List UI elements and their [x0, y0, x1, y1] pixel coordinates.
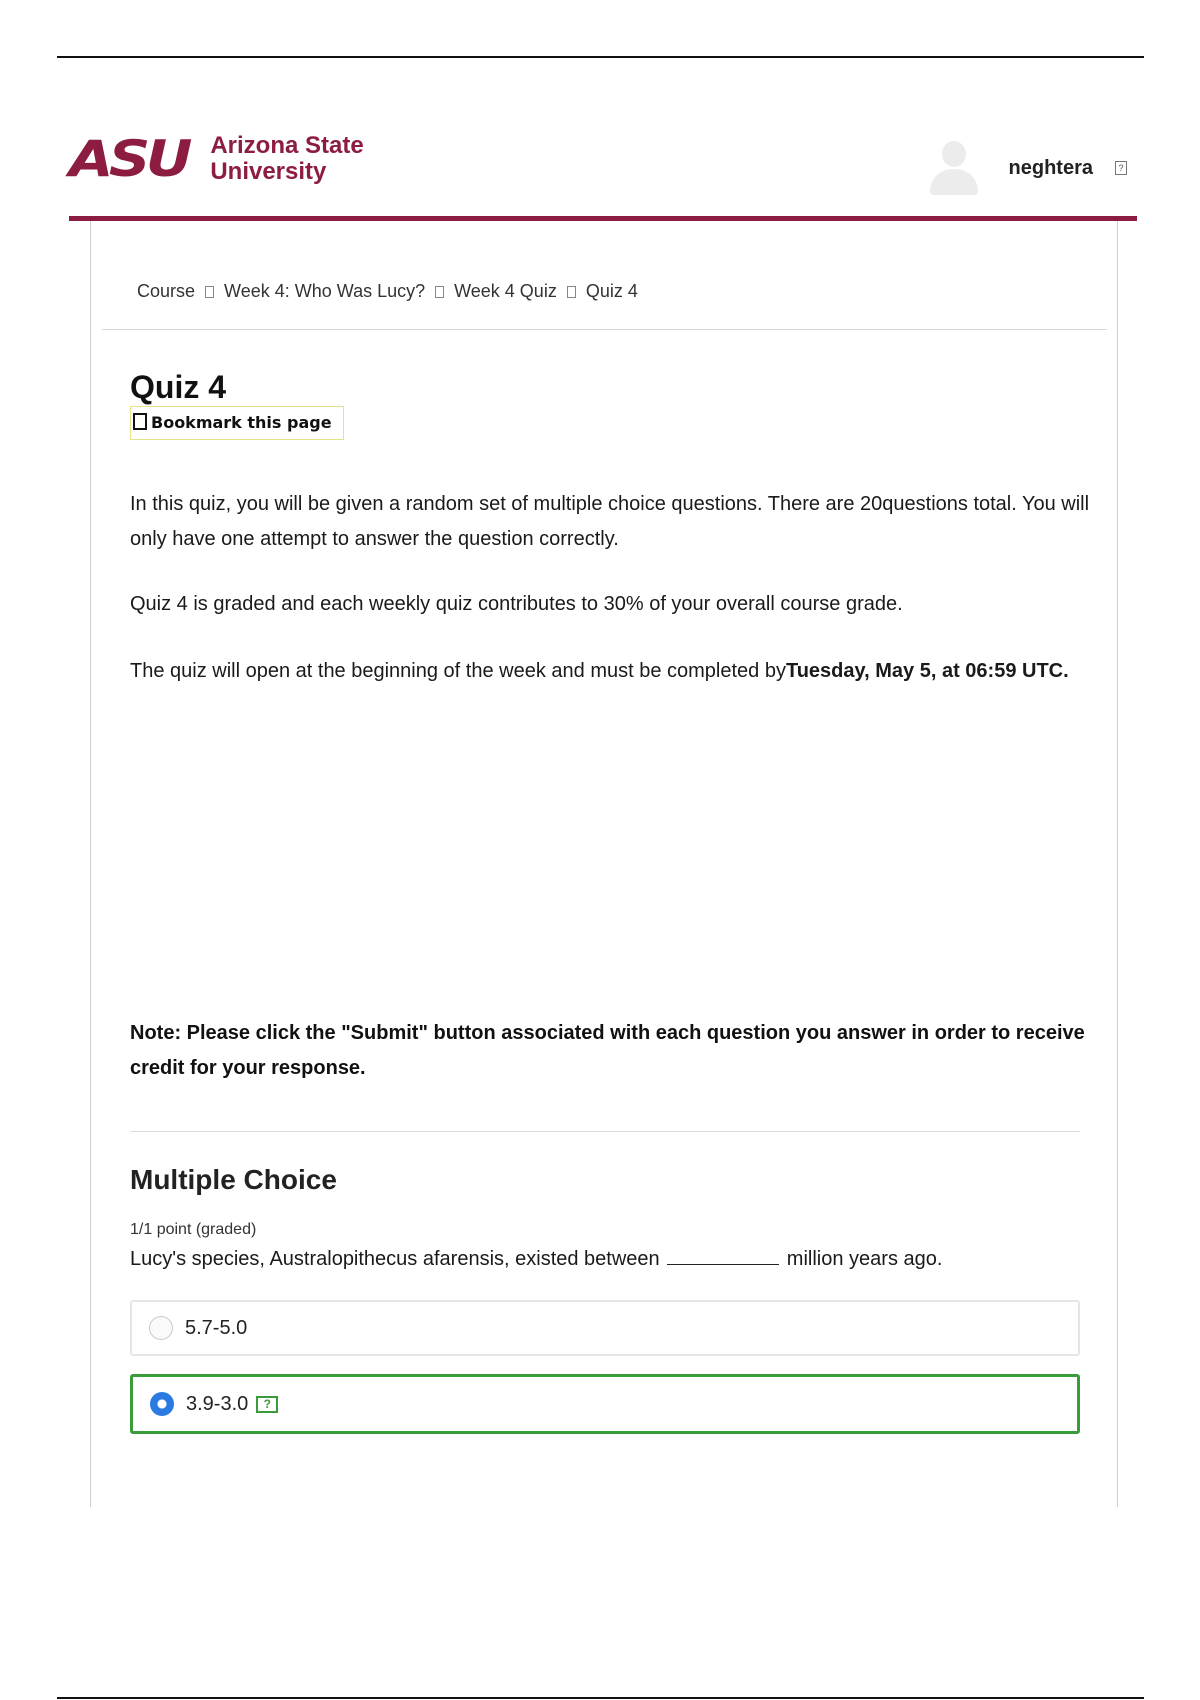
choice-label: 5.7-5.0: [185, 1316, 248, 1339]
choice-option-1[interactable]: [130, 1300, 1080, 1356]
dropdown-icon[interactable]: ?: [1115, 161, 1127, 175]
breadcrumb-week[interactable]: Week 4: Who Was Lucy?: [224, 281, 426, 301]
breadcrumb-week-quiz[interactable]: Week 4 Quiz: [454, 281, 557, 301]
radio-unselected[interactable]: [149, 1316, 173, 1340]
breadcrumb-divider: [102, 329, 1107, 330]
avatar[interactable]: [927, 139, 981, 197]
page-bottom-rule: [57, 1697, 1144, 1699]
question-blank: [667, 1247, 779, 1265]
breadcrumb-current: Quiz 4: [585, 281, 638, 301]
bookmark-icon: [133, 413, 147, 430]
logo-wordmark: [210, 133, 363, 185]
choice-option-2[interactable]: [130, 1374, 1080, 1434]
page-title: Quiz 4: [130, 369, 227, 405]
radio-selected[interactable]: [150, 1392, 174, 1416]
user-menu[interactable]: [927, 139, 1127, 197]
quiz-intro: In this quiz, you will be given a random set of multiple choice questions. There are 20questions total. You will only have one attempt to answer the question correctly.: [130, 493, 1090, 550]
question-before: Lucy's species, Australopithecus afarensis, existed between: [130, 1248, 660, 1270]
page-top-rule: [57, 56, 1144, 58]
breadcrumb: [137, 281, 638, 302]
logo-mark-as: AS: [69, 130, 146, 188]
due-date: Tuesday, May 5, at 06:59 UTC.: [785, 660, 1069, 682]
breadcrumb-separator-icon: [435, 286, 444, 298]
avatar-head: [942, 141, 966, 167]
correct-icon: ?: [256, 1396, 278, 1413]
bookmark-button[interactable]: [130, 406, 344, 440]
asu-logo-mark: [69, 130, 188, 188]
course-content-panel: [90, 221, 1118, 1507]
due-date-info: [130, 654, 1090, 689]
breadcrumb-course[interactable]: Course: [137, 281, 196, 301]
site-header: [69, 125, 1137, 220]
avatar-body: [930, 169, 978, 195]
breadcrumb-separator-icon: [567, 286, 576, 298]
problem-divider: [130, 1131, 1080, 1132]
username[interactable]: neghtera: [1008, 156, 1093, 179]
choice-label: 3.9-3.0: [186, 1392, 249, 1415]
logo-line-2: University: [210, 158, 327, 185]
due-prefix: The quiz will open at the beginning of the week and must be completed by: [130, 660, 786, 682]
problem-heading: Multiple Choice: [130, 1164, 337, 1195]
submit-note: Note: Please click the "Submit" button associated with each question you answer in order to receive credit for your response.: [130, 1022, 1085, 1079]
problem-points: 1/1 point (graded): [130, 1221, 257, 1238]
bookmark-label: Bookmark this page: [151, 413, 332, 432]
breadcrumb-separator-icon: [205, 286, 214, 298]
logo-line-1: Arizona State: [210, 132, 364, 159]
question-after: million years ago.: [786, 1248, 943, 1270]
logo-mark-u: U: [145, 130, 188, 188]
question-text: [130, 1247, 942, 1271]
grading-info: Quiz 4 is graded and each weekly quiz contributes to 30% of your overall course grade.: [130, 593, 903, 615]
asu-logo[interactable]: [69, 130, 364, 188]
